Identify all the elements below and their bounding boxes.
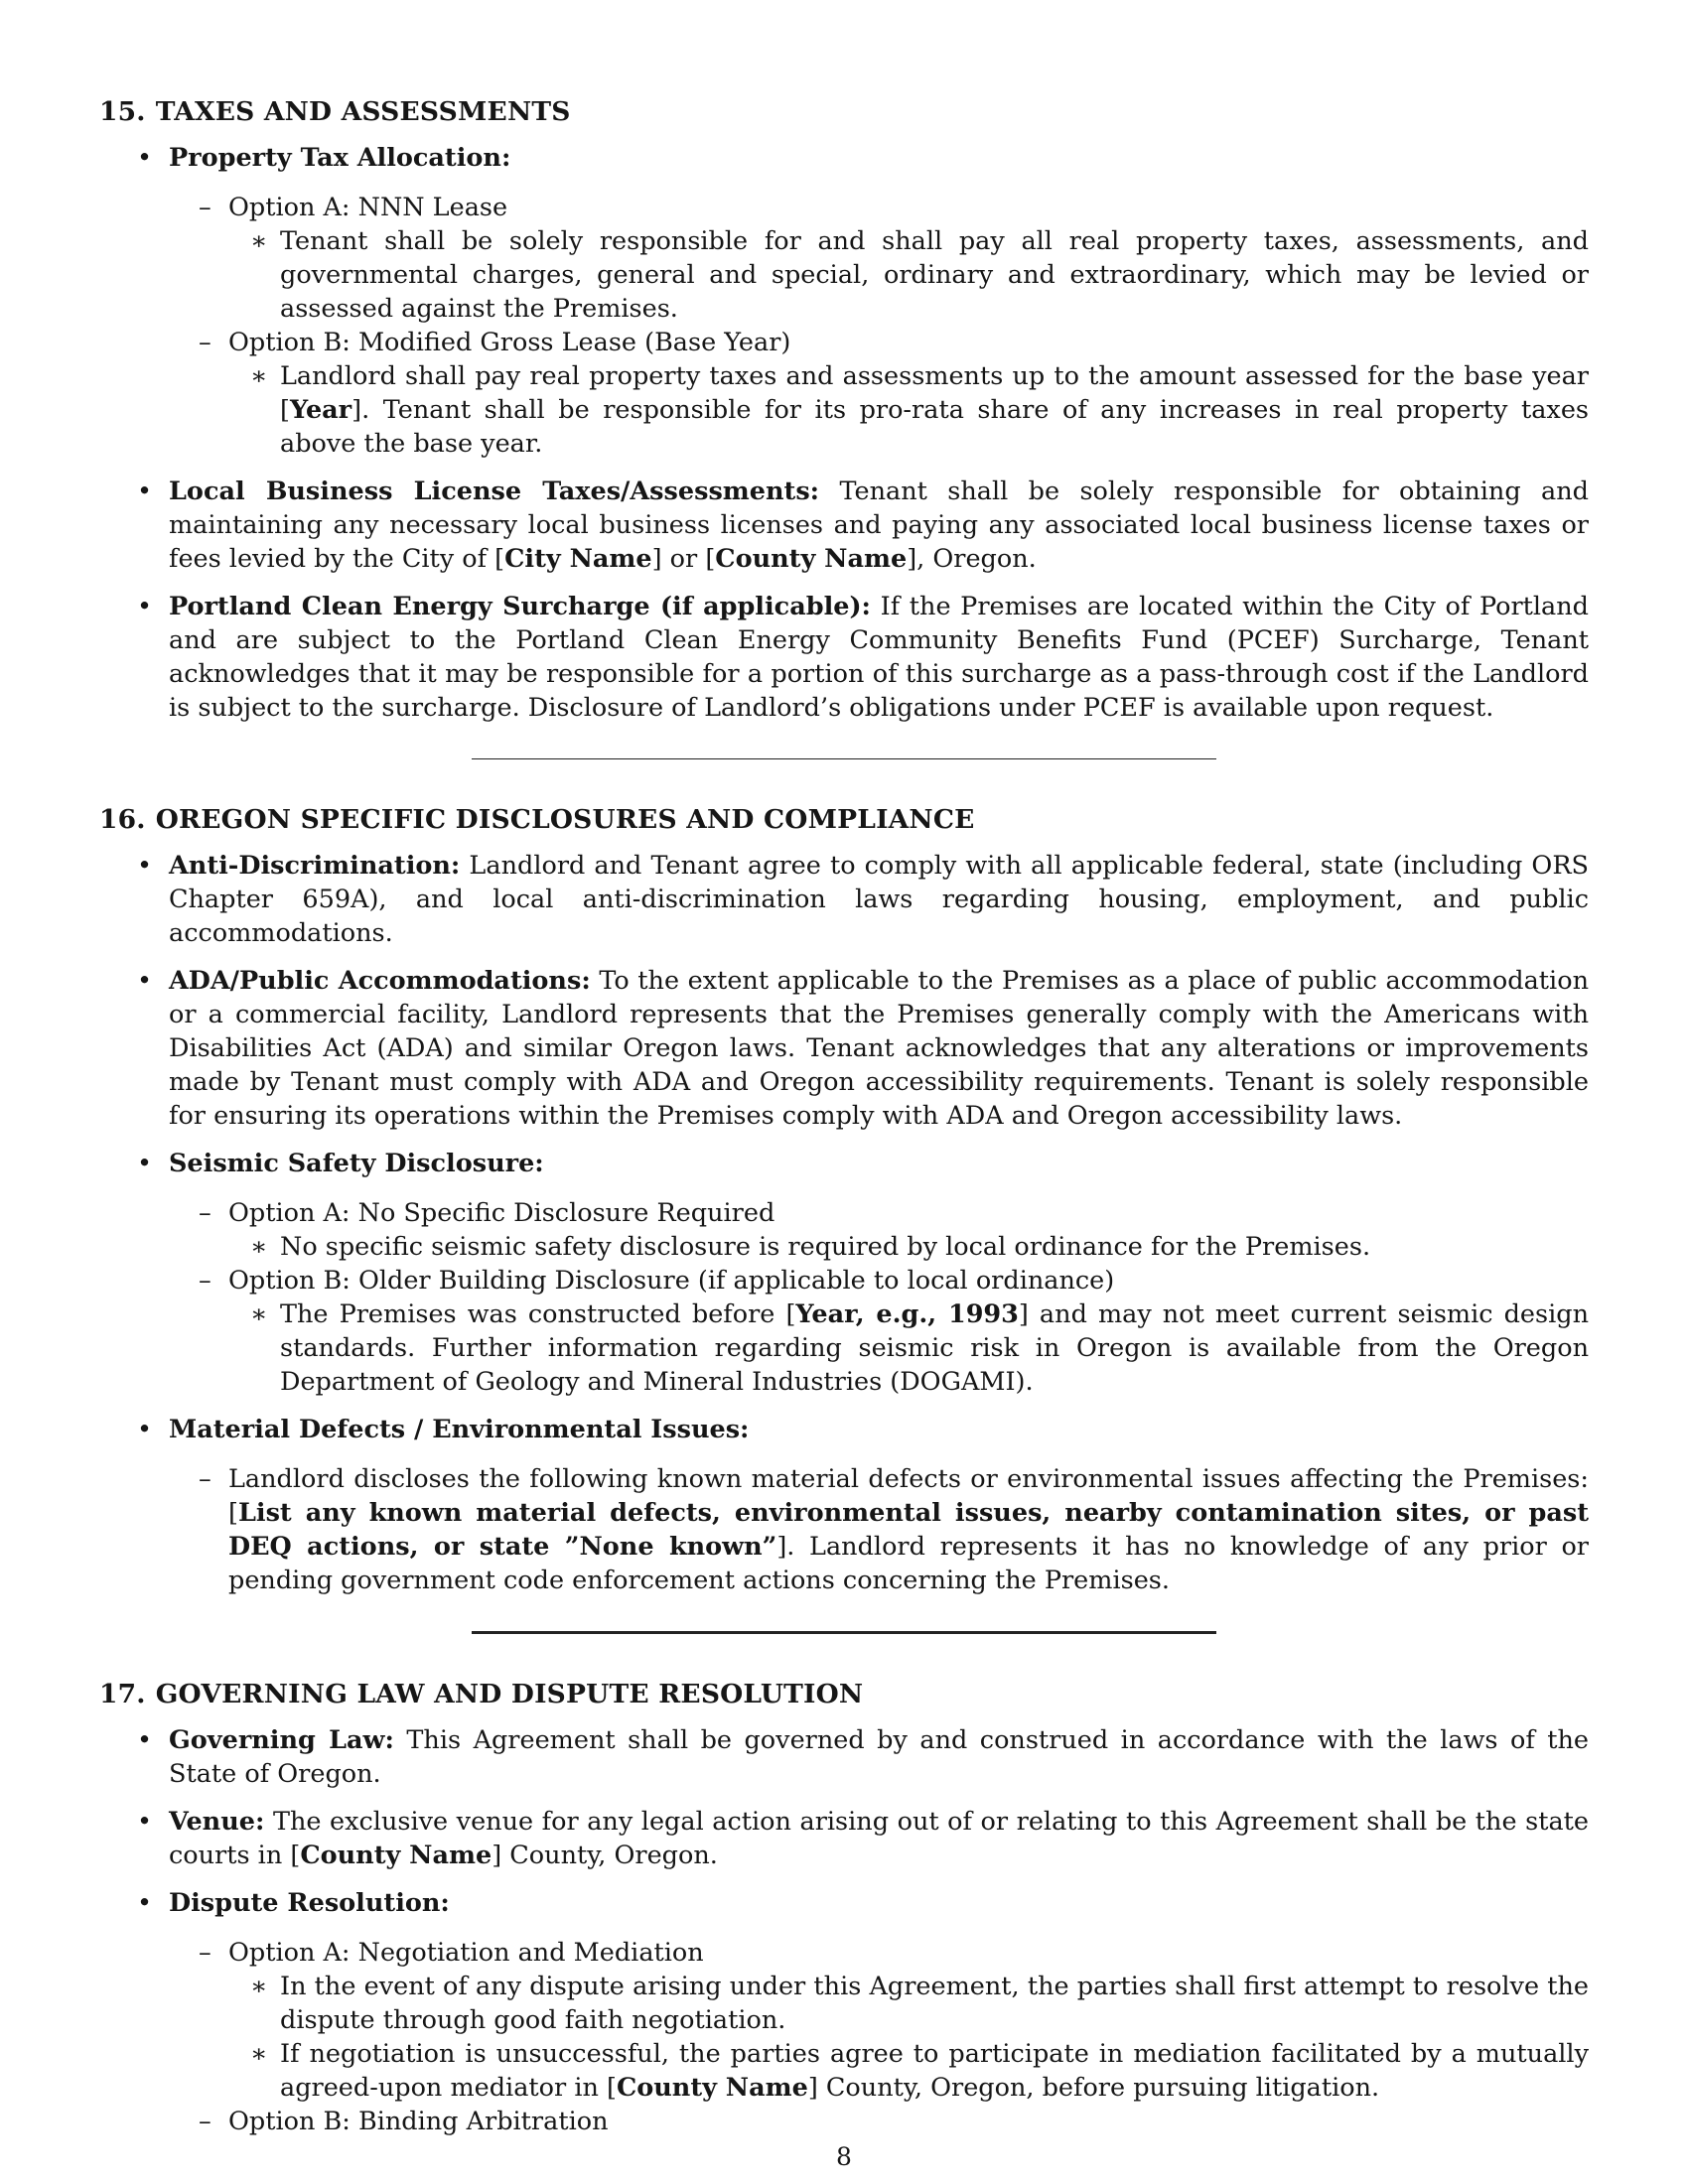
bullet-lead: Venue: [169,1807,265,1837]
text: ] County, Oregon, before pursuing litigation. [807,2073,1380,2103]
option-b [169,2105,1589,2138]
bullet-anti-discrimination [99,849,1589,950]
placeholder-year: Year, e.g., 1993 [795,1299,1019,1329]
option-detail [228,1230,1589,1264]
text: Landlord and Tenant agree to comply with all applicable federal, state (including ORS Chapter 659A), and local anti-discrimination laws regarding housing, employment, and public accommodations. [169,851,1589,948]
text: If negotiation is unsuccessful, the parties agree to participate in mediation facilitated by a mutually agreed-upon mediator in [ [280,2039,1589,2103]
defect-disclosure [169,1462,1589,1597]
text: If the Premises are located within the City of Portland and are subject to the Portland Clean Energy Community Benefits Fund (PCEF) Surcharge, Tenant acknowledges that it may be responsible for a portion of this surcharge as a pass-through cost if the Landlord is subject to the surcharge. Disclosure of Landlord’s obligations under PCEF is available upon request. [169,592,1590,723]
option-b [169,1264,1589,1399]
placeholder-year: Year [289,395,352,425]
text: ]. Tenant shall be responsible for its pro-rata share of any increases in real property taxes above the base year. [280,395,1589,459]
bullet-lead: Governing Law: [169,1725,394,1755]
option-a [169,1196,1589,1264]
section-divider [472,1631,1216,1634]
option-detail [228,224,1589,326]
option-detail-text: Tenant shall be solely responsible for and shall pay all real property taxes, assessments, and governmental charges, general and special, ordinary and extraordinary, which may be levied or assessed against the Premises. [280,226,1589,324]
text: ] or [ [651,544,716,574]
section-heading [99,1678,1589,1711]
section-17 [99,1678,1589,2138]
bullet-lead: Local Business License Taxes/Assessments: [169,477,820,506]
section-title: OREGON SPECIFIC DISCLOSURES AND COMPLIANCE [155,804,975,835]
bullet-material-defects [99,1413,1589,1597]
option-detail-text: No specific seismic safety disclosure is required by local ordinance for the Premises. [280,1232,1371,1262]
bullet-list [99,849,1589,1597]
option-label: Option B: Modified Gross Lease (Base Year) [228,328,791,357]
bullet-lead: Dispute Resolution: [169,1888,450,1918]
text: The Premises was constructed before [ [280,1299,796,1329]
option-label: Option B: Older Building Disclosure (if applicable to local ordinance) [228,1266,1115,1296]
option-detail-list [228,359,1589,461]
section-heading [99,95,1589,129]
section-number: 17. [99,1679,146,1709]
bullet-dispute-resolution [99,1886,1589,2138]
option-label: Option B: Binding Arbitration [228,2107,609,2136]
section-title: TAXES AND ASSESSMENTS [155,96,571,127]
bullet-ada [99,964,1589,1133]
option-detail [228,359,1589,461]
bullet-venue [99,1805,1589,1872]
option-b [169,326,1589,461]
option-list [169,1196,1589,1399]
option-detail-text: In the event of any dispute arising under this Agreement, the parties shall first attempt to resolve the dispute through good faith negotiation. [280,1972,1589,2035]
section-16 [99,803,1589,1597]
bullet-list [99,1723,1589,2138]
placeholder-county: County Name [300,1841,492,1870]
option-detail-list [228,1230,1589,1264]
option-label: Option A: NNN Lease [228,193,508,222]
text: ], Oregon. [907,544,1037,574]
text: Landlord discloses the following known material defects or environmental issues affecting the Premises: [ [228,1464,1589,1528]
placeholder-county: County Name [616,2073,808,2103]
text: ]. Landlord represents it has no knowledge of any prior or pending government code enforcement actions concerning the Premises. [228,1532,1589,1595]
section-number: 16. [99,804,146,835]
option-detail-list [228,1297,1589,1399]
text: The exclusive venue for any legal action arising out of or relating to this Agreement shall be the state courts in [ [169,1807,1589,1870]
bullet-seismic [99,1147,1589,1399]
bullet-governing-law [99,1723,1589,1791]
placeholder-city: City Name [504,544,652,574]
option-list [169,191,1589,461]
option-detail [228,1970,1589,2037]
text: Landlord shall pay real property taxes and assessments up to the amount assessed for the base year [ [280,361,1589,425]
section-heading [99,803,1589,837]
text: This Agreement shall be governed by and construed in accordance with the laws of the State of Oregon. [169,1725,1589,1789]
bullet-lead: Material Defects / Environmental Issues: [169,1415,750,1444]
bullet-lead: ADA/Public Accommodations: [169,966,591,996]
section-title: GOVERNING LAW AND DISPUTE RESOLUTION [155,1679,864,1709]
bullet-list [99,141,1589,725]
bullet-lead: Anti-Discrimination: [169,851,461,881]
option-detail-list [228,1970,1589,2105]
placeholder-county: County Name [715,544,908,574]
option-detail [228,2037,1589,2105]
option-a [169,1936,1589,2105]
option-label: Option A: Negotiation and Mediation [228,1938,704,1968]
bullet-pcef [99,590,1589,725]
placeholder-defects: List any known material defects, environmental issues, nearby contamination sites, or past DEQ actions, or state ”None known” [228,1498,1589,1562]
option-label: Option A: No Specific Disclosure Required [228,1198,775,1228]
option-detail [228,1297,1589,1399]
option-list [169,1462,1589,1597]
option-list [169,1936,1589,2138]
section-number: 15. [99,96,146,127]
section-15 [99,95,1589,725]
text: To the extent applicable to the Premises as a place of public accommodation or a commercial facility, Landlord represents that the Premises generally comply with the Americans with Disabilities Act (ADA) and similar Oregon laws. Tenant acknowledges that any alterations or improvements made by Tenant must comply with ADA and Oregon accessibility requirements. Tenant is solely responsible for ensuring its operations within the Premises comply with ADA and Oregon accessibility laws. [169,966,1589,1131]
text: ] County, Oregon. [492,1841,718,1870]
bullet-business-license [99,475,1589,576]
bullet-lead: Seismic Safety Disclosure: [169,1149,544,1178]
text: ] and may not meet current seismic design standards. Further information regarding seismic risk in Oregon is available from the Oregon Department of Geology and Mineral Industries (DOGAMI). [280,1299,1589,1397]
option-a [169,191,1589,326]
bullet-lead: Portland Clean Energy Surcharge (if applicable): [169,592,871,621]
page-number: 8 [836,2142,852,2171]
option-detail-list [228,224,1589,326]
section-divider [472,758,1216,759]
bullet-lead: Property Tax Allocation: [169,143,511,173]
document-page [99,95,1589,2152]
bullet-property-tax [99,141,1589,461]
text: Tenant shall be solely responsible for obtaining and maintaining any necessary local business licenses and paying any associated local business license taxes or fees levied by the City of [ [169,477,1589,574]
